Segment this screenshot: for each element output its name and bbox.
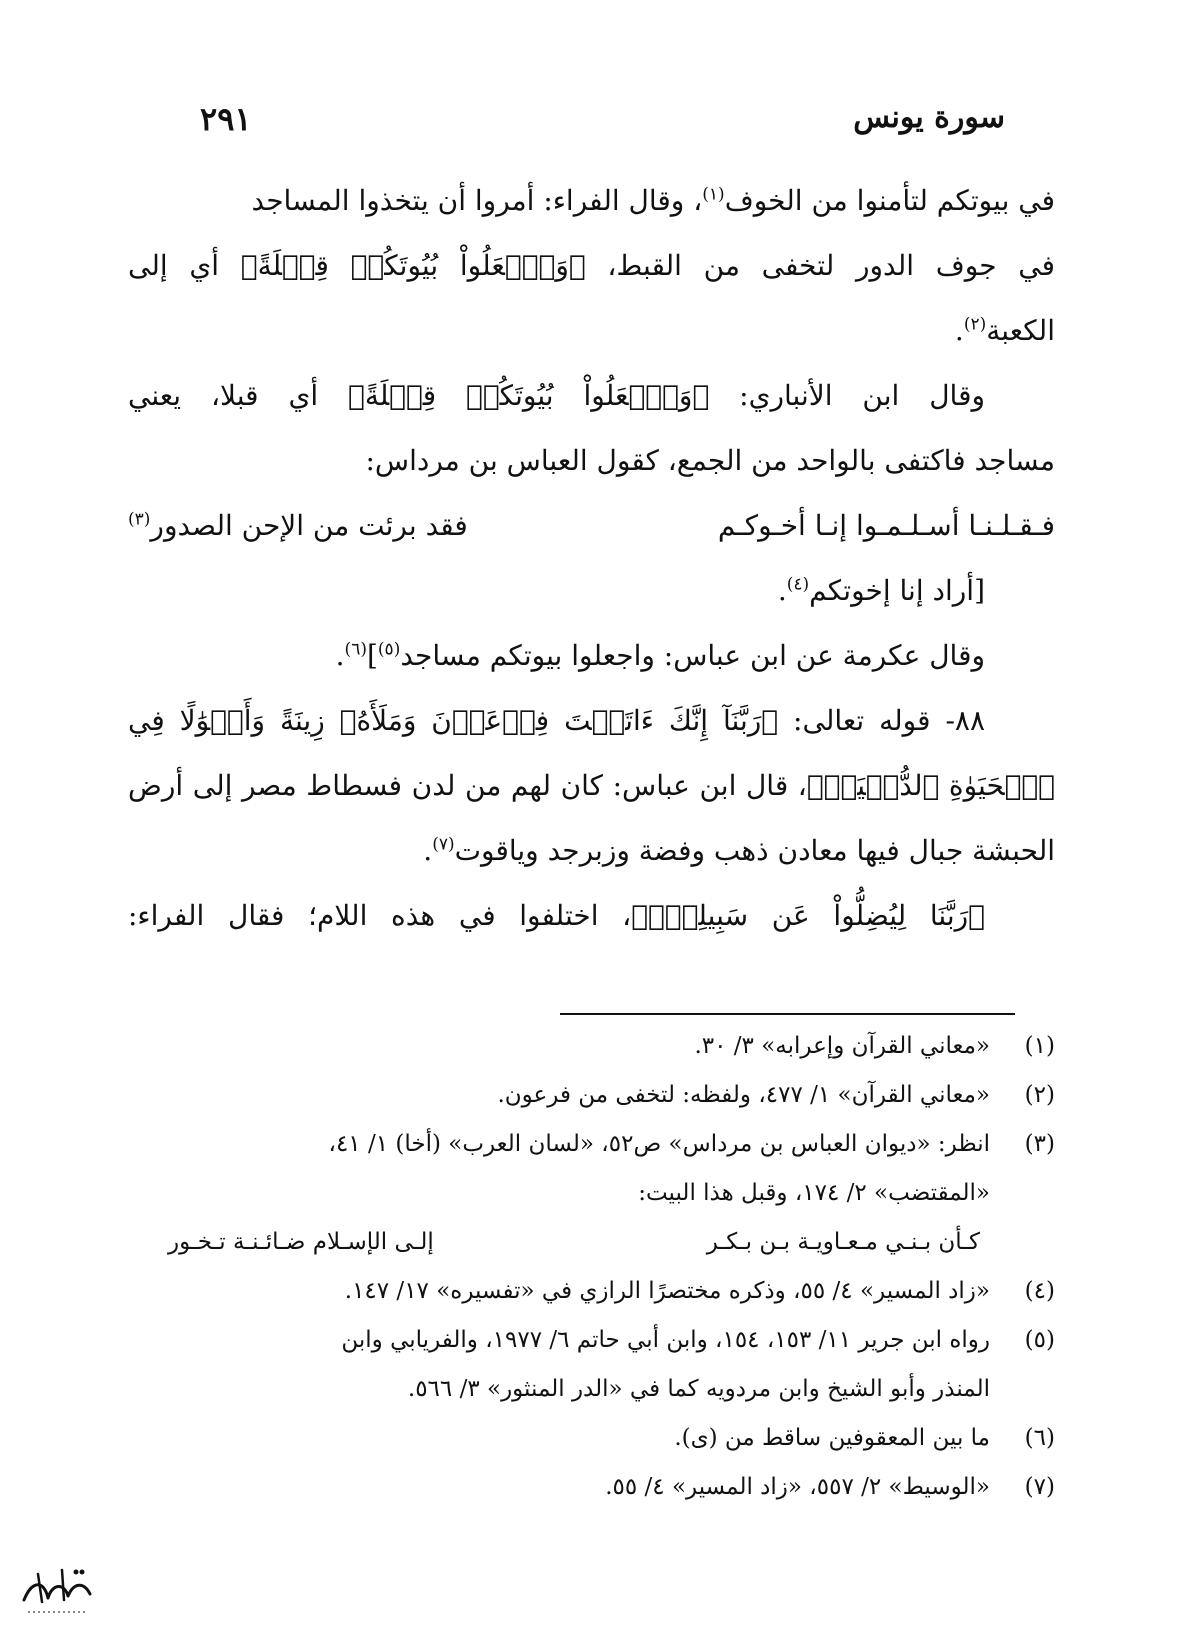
running-header-title: سورة يونس [853,100,1005,135]
text-line [128,298,1055,363]
footnote-ref[interactable]: (٢) [963,314,987,335]
verse-second-hemistich: إلـى الإسـلام ضـائـنـة تـخـور [168,1229,434,1255]
verse-second-hemistich [128,493,468,558]
text-run: . [335,639,345,672]
text-line [128,623,1055,688]
footnote [128,1316,1055,1414]
footnote-text: ما بين المعقوفين ساقط من (ى). [674,1425,990,1451]
text-run: وقال عكرمة عن ابن عباس: واجعلوا بيوتكم مساجد [400,639,985,672]
text-run: الحبشة جبال فيها معادن ذهب وفضة وزبرجد وياقوت [454,834,1055,867]
footnote-text: «معاني القرآن» ١/ ٤٧٧، ولفظه: لتخفى من فرعون. [497,1082,990,1108]
footnote [128,1267,1055,1316]
verse-first-hemistich: فـقـلـنـا أسـلـمـوا إنـا أخـوكـم [717,509,1055,542]
footnote-ref[interactable]: (١) [702,184,725,205]
page-number: ٢٩١ [200,100,252,138]
text-run: في بيوتكم لتأمنوا من الخوف [724,184,1055,217]
text-run: . [954,314,964,347]
poetry-verse [128,493,1055,558]
footnote-number: (٥) [1024,1327,1055,1353]
text-run: ] [366,639,378,672]
footnote-text: «المقتضب» ٢/ ١٧٤، وقبل هذا البيت: [638,1180,990,1206]
verse-first-hemistich: كـأن بـنـي مـعـاويـة بـن بـكـر [706,1229,980,1255]
text-line: في جوف الدور لتخفى من القبط، ﴿وَٱجۡعَلُواْ بُيُوتَكُمۡ قِبۡلَةً﴾ أي إلى [128,249,1055,282]
text-run: . [777,574,787,607]
footnote-text: انظر: «ديوان العباس بن مرداس» ص٥٢، «لسان العرب» (أخا) ١/ ٤١، [328,1131,990,1157]
footnote-separator [560,1013,1015,1015]
footnote-number: (٣) [1024,1131,1055,1157]
footnote-ref[interactable]: (٣) [128,509,151,530]
text-run: . [423,834,433,867]
footnote [128,1414,1055,1463]
footnote [128,1463,1055,1512]
footnote-ref[interactable]: (٧) [432,834,455,855]
footnote-ref[interactable]: (٤) [786,574,810,595]
footnote-number: (٦) [1024,1425,1055,1451]
text-line: ﴿رَبَّنَا لِيُضِلُّواْ عَن سَبِيلِكَۖ﴾، اختلفوا في هذه اللام؛ فقال الفراء: [128,899,985,932]
text-run: فقد برئت من الإحن الصدور [150,509,468,542]
text-run: الكعبة [986,314,1055,347]
publisher-logo [18,1560,98,1620]
footnote-verse [128,1218,990,1267]
text-line [128,168,1055,233]
footnote-number: (٢) [1024,1082,1055,1108]
text-line: وقال ابن الأنباري: ﴿وَٱجۡعَلُواْ بُيُوتَكُمۡ قِبۡلَةً﴾ أي قبلا، يعني [128,379,985,412]
footnote [128,1071,1055,1120]
footnote [128,1022,1055,1071]
footnote-ref[interactable]: (٥) [377,639,401,660]
footnote [128,1120,1055,1267]
footnote-number: (٧) [1024,1474,1055,1500]
text-run: [أراد إنا إخوتكم [809,574,985,607]
footnote-text: «زاد المسير» ٤/ ٥٥، وذكره مختصرًا الرازي في «تفسيره» ١٧/ ١٤٧. [344,1278,990,1304]
text-line [128,558,1055,623]
footnotes [128,1022,1055,1512]
footnote-number: (١) [1024,1033,1055,1059]
footnote-ref[interactable]: (٦) [344,639,367,660]
footnote-text: «الوسيط» ٢/ ٥٥٧، «زاد المسير» ٤/ ٥٥. [605,1474,990,1500]
footnote-text: «معاني القرآن وإعرابه» ٣/ ٣٠. [694,1033,990,1059]
main-text [128,168,1055,948]
footnote-text: المنذر وأبو الشيخ وابن مردويه كما في «الدر المنثور» ٣/ ٥٦٦. [407,1376,990,1402]
text-line: مساجد فاكتفى بالواحد من الجمع، كقول العباس بن مرداس: [365,444,1055,477]
text-run: ، وقال الفراء: أمروا أن يتخذوا المساجد [251,184,703,217]
text-line: ٱلۡحَيَوٰةِ ٱلدُّنۡيَاۖ﴾، قال ابن عباس: كان لهم من لدن فسطاط مصر إلى أرض [128,769,1055,802]
text-line [128,818,1055,883]
footnote-number: (٤) [1024,1278,1055,1304]
text-line: ٨٨- قوله تعالى: ﴿رَبَّنَآ إِنَّكَ ءَاتَيۡتَ فِرۡعَوۡنَ وَمَلَأَهُۥ زِينَةً وَأَمۡوَٰلًا فِي [128,704,985,737]
footnote-text: رواه ابن جرير ١١/ ١٥٣، ١٥٤، وابن أبي حاتم ٦/ ١٩٧٧، والفريابي وابن [341,1327,990,1353]
